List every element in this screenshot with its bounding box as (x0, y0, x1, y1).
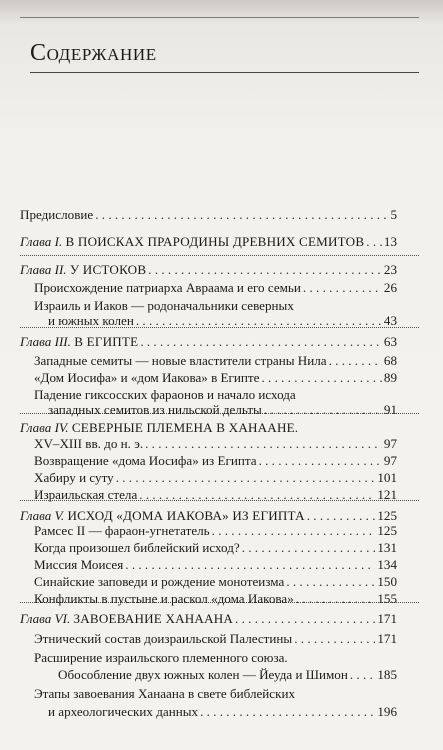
leader-dots (307, 509, 376, 522)
toc-entry-title: Этапы завоевания Ханаана в свете библейских (34, 686, 296, 701)
leader-dots (350, 668, 376, 681)
toc-entry[interactable] (34, 281, 397, 294)
toc-entry[interactable] (34, 354, 397, 367)
toc-entry-title: Обособление двух южных колен — Йеуда и Шимон (58, 667, 348, 682)
header-rule (20, 17, 419, 18)
chapter-number: Глава I. (20, 234, 63, 249)
toc-entry[interactable] (34, 541, 397, 554)
toc-page-number: 5 (390, 207, 397, 222)
leader-dots (303, 281, 382, 294)
chapter-title: В ЕГИПТЕ (74, 334, 139, 349)
leader-dots (116, 471, 376, 484)
toc-entry[interactable] (34, 471, 397, 484)
toc-page-number: 68 (383, 353, 397, 368)
toc-entry-continuation[interactable] (48, 314, 397, 327)
chapter-title: В ПОИСКАХ ПРАРОДИНЫ ДРЕВНИХ СЕМИТОВ (65, 234, 365, 249)
leader-dots (366, 235, 382, 248)
toc-entry[interactable] (34, 651, 397, 664)
toc-page-number: 91 (383, 402, 397, 417)
leader-dots (296, 592, 376, 605)
leader-dots (145, 437, 382, 450)
toc-page-number: 155 (377, 591, 397, 606)
chapter-number: Глава III. (20, 334, 71, 349)
toc-page-number: 26 (383, 280, 397, 295)
toc-entry-title: Синайские заповеди и рождение монотеизма (34, 574, 285, 589)
toc-entry[interactable] (34, 575, 397, 588)
toc-entry[interactable] (34, 592, 397, 605)
toc-entry[interactable] (34, 299, 397, 312)
previous-page-bleed (0, 0, 443, 24)
toc-entry[interactable] (34, 632, 397, 645)
toc-entry[interactable] (34, 558, 397, 571)
toc-entry[interactable] (34, 454, 397, 467)
toc-entry-title: Израиль и Иаков — родоначальники северных (34, 298, 294, 313)
chapter-title: ЗАВОЕВАНИЕ ХАНААНА (73, 611, 234, 626)
leader-dots (212, 524, 376, 537)
toc-entry-title: и южных колен (48, 313, 134, 328)
toc-page-number: 196 (377, 704, 397, 719)
toc-page-number: 121 (377, 487, 397, 502)
toc-entry-title: Хабиру и суту (34, 470, 114, 485)
toc-page-number: 23 (383, 262, 397, 277)
toc-page-number: 125 (377, 523, 397, 538)
toc-entry[interactable] (34, 437, 397, 450)
chapter-number: Глава V. (20, 508, 65, 523)
leader-dots (125, 558, 375, 571)
toc-chapter-entry[interactable] (20, 421, 397, 434)
toc-chapter-entry[interactable] (20, 612, 397, 625)
toc-entry-title: XV–XIII вв. до н. э. (34, 436, 144, 451)
leader-dots (235, 612, 375, 625)
leader-dots (259, 454, 382, 467)
leader-dots (242, 541, 376, 554)
toc-page-number: 101 (377, 470, 397, 485)
toc-page-number: 131 (377, 540, 397, 555)
leader-dots (95, 208, 388, 221)
toc-chapter-entry[interactable] (20, 263, 397, 276)
toc-entry-title: Падение гиксосских фараонов и начало исхода (34, 387, 296, 402)
toc-page-number: 125 (377, 508, 397, 523)
toc-entry-title: Израильская стела (34, 487, 138, 502)
leader-dots (136, 314, 382, 327)
chapter-number: Глава VI. (20, 611, 71, 626)
toc-chapter-entry[interactable] (20, 335, 397, 348)
toc-entry-title: Происхождение патриарха Авраама и его семьи (34, 280, 301, 295)
toc-entry-title: Западные семиты — новые властители страны Нила (34, 353, 327, 368)
toc-page-number: 134 (377, 557, 397, 572)
toc-page-number: 97 (383, 436, 397, 451)
leader-dots (200, 705, 375, 718)
leader-dots (286, 575, 375, 588)
toc-page-number: 171 (377, 631, 397, 646)
chapter-number: Глава IV. (20, 420, 69, 435)
toc-entry[interactable] (34, 488, 397, 501)
toc-entry-title: «Дом Иосифа» и «дом Иакова» в Египте (34, 370, 260, 385)
toc-entry-title: Миссия Моисея (34, 557, 124, 572)
leader-dots (139, 488, 375, 501)
leader-dots (329, 354, 382, 367)
chapter-number: Глава II. (20, 262, 67, 277)
toc-entry-title: и археологических данных (48, 704, 199, 719)
toc-entry-title: Расширение израильского племенного союза. (34, 650, 288, 665)
toc-page-number: 89 (383, 370, 397, 385)
leader-dots (148, 263, 382, 276)
toc-entry-title: Возвращение «дома Иосифа» из Египта (34, 453, 257, 468)
toc-page-number: 63 (383, 334, 397, 349)
leader-dots (294, 632, 375, 645)
leader-dots (261, 371, 381, 384)
toc-entry-title: Конфликты в пустыне и раскол «дома Иакова» (34, 591, 294, 606)
section-divider (20, 255, 419, 256)
toc-chapter-entry[interactable] (20, 509, 397, 522)
toc-entry[interactable] (20, 208, 397, 221)
toc-chapter-entry[interactable] (20, 235, 397, 248)
toc-page-number: 171 (377, 611, 397, 626)
chapter-title: ИСХОД «ДОМА ИАКОВА» ИЗ ЕГИПТА (67, 508, 305, 523)
toc-entry[interactable] (34, 371, 397, 384)
page-title: Содержание (30, 40, 157, 66)
toc-entry-title: Этнический состав доизраильской Палестины (34, 631, 293, 646)
toc-entry-continuation[interactable] (48, 705, 397, 718)
chapter-title: СЕВЕРНЫЕ ПЛЕМЕНА В ХАНААНЕ. (71, 420, 299, 435)
toc-entry-title: западных семитов из нильской дельты (48, 402, 262, 417)
toc-page-number: 43 (383, 313, 397, 328)
toc-entry-continuation[interactable] (48, 403, 397, 416)
toc-page-number: 97 (383, 453, 397, 468)
leader-dots (264, 403, 382, 416)
toc-entry-title: Когда произошел библейский исход? (34, 540, 240, 555)
chapter-title: У ИСТОКОВ (69, 262, 147, 277)
toc-entry[interactable] (34, 687, 397, 700)
leader-dots (140, 335, 382, 348)
toc-page-number: 13 (383, 234, 397, 249)
toc-entry-title: Предисловие (20, 207, 94, 222)
toc-entry[interactable] (34, 524, 397, 537)
toc-entry-title: Рамсес II — фараон-угнетатель (34, 523, 210, 538)
toc-page-number: 150 (377, 574, 397, 589)
toc-entry-continuation[interactable] (58, 668, 397, 681)
toc-page-number: 185 (377, 667, 397, 682)
title-rule (30, 72, 419, 73)
toc-entry[interactable] (34, 388, 397, 401)
